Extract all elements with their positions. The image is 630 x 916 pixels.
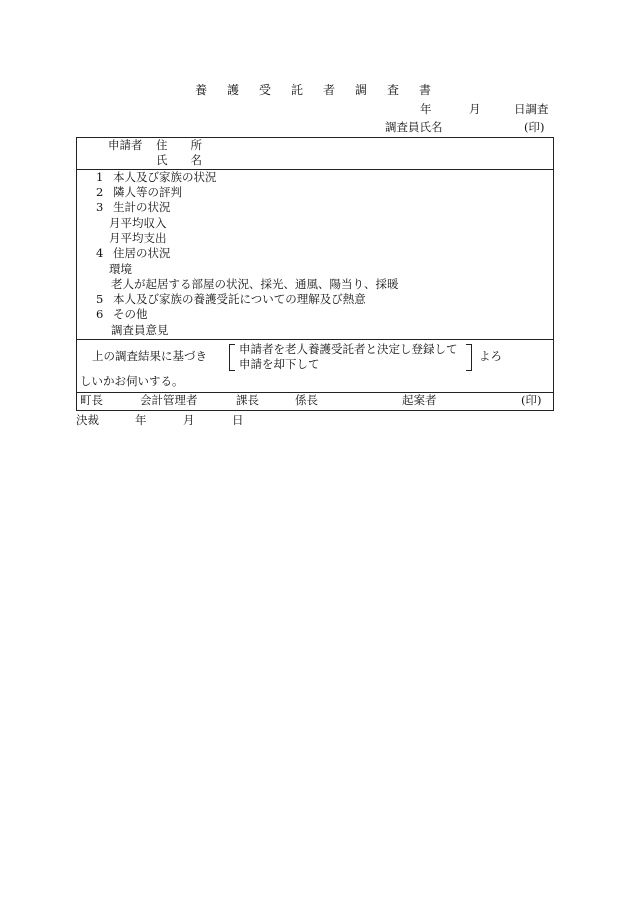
item-5-text: 本人及び家族の養護受託についての理解及び熱意 [113, 292, 366, 306]
applicant-label: 申請者 [108, 138, 143, 152]
decision-option-reject: 申請を却下して [239, 357, 320, 371]
item-3a-text: 月平均収入 [109, 216, 167, 230]
investigator-label: 調査員氏名 [385, 120, 443, 134]
final-decision-label: 決裁 [76, 413, 99, 427]
item-3-number: 3 [96, 200, 104, 214]
item-4a-text: 環境 [109, 262, 132, 276]
item-2-text: 隣人等の評判 [113, 185, 182, 199]
right-bracket [466, 344, 472, 371]
item-4-number: 4 [96, 246, 104, 260]
item-1-text: 本人及び家族の状況 [113, 170, 217, 184]
approval-seal: (印) [521, 393, 542, 407]
applicant-name-label: 氏 名 [156, 153, 202, 167]
final-month: 月 [183, 413, 195, 427]
decision-suffix: よろ [479, 349, 502, 363]
left-bracket [229, 344, 235, 371]
approval-drafter: 起案者 [402, 393, 437, 407]
document-title: 養護受託者調査書 [195, 83, 452, 97]
applicant-address-label: 住 所 [156, 138, 202, 152]
approval-mayor: 町長 [80, 393, 103, 407]
item-3b-text: 月平均支出 [109, 231, 167, 245]
date-year: 年 [420, 102, 432, 116]
item-6a-text: 調査員意見 [111, 323, 169, 337]
approval-section-chief: 課長 [236, 393, 259, 407]
decision-continuation: しいかお伺いする。 [80, 374, 184, 388]
decision-option-register: 申請者を老人養護受託者と決定し登録して [239, 342, 458, 356]
investigator-seal: (印) [524, 120, 545, 134]
item-4b-text: 老人が起居する部屋の状況、採光、通風、陽当り、採暖 [111, 277, 399, 291]
approval-accounting: 会計管理者 [140, 393, 198, 407]
date-month: 月 [469, 102, 481, 116]
date-day-survey: 日調査 [514, 102, 549, 116]
item-6-number: 6 [96, 307, 104, 321]
item-1-number: 1 [96, 170, 104, 184]
approval-subsection-chief: 係長 [295, 393, 318, 407]
final-day: 日 [232, 413, 244, 427]
item-5-number: 5 [96, 292, 104, 306]
item-4-text: 住居の状況 [113, 246, 171, 260]
item-2-number: 2 [96, 185, 104, 199]
final-year: 年 [135, 413, 147, 427]
item-3-text: 生計の状況 [113, 200, 171, 214]
decision-prefix: 上の調査結果に基づき [92, 349, 207, 363]
item-6-text: その他 [113, 307, 148, 321]
